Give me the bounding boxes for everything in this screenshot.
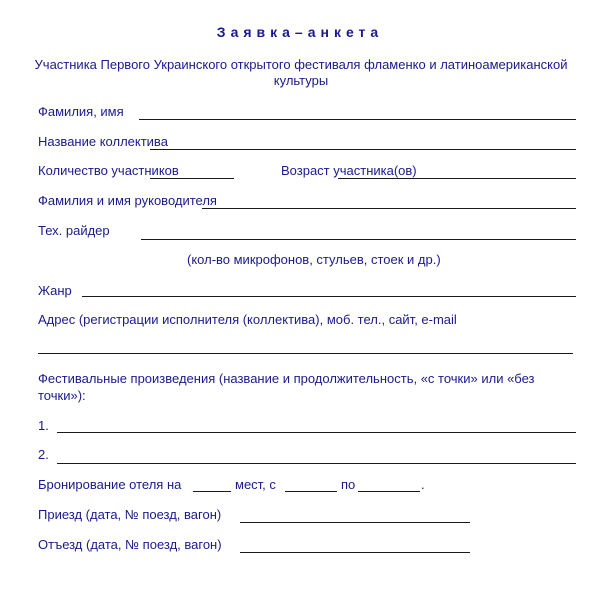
- subtitle-line-1: Участника Первого Украинского открытого фестиваля фламенко и латиноамериканской: [34, 57, 568, 72]
- work-item-2-number: 2.: [38, 447, 49, 462]
- rider-field-line[interactable]: [141, 239, 576, 240]
- works-label-line-1: Фестивальные произведения (название и продолжительность, «с точки» или «без: [38, 371, 535, 386]
- rider-label: Тех. райдер: [38, 223, 110, 238]
- hotel-to-line[interactable]: [358, 491, 420, 492]
- work-item-1-number: 1.: [38, 418, 49, 433]
- hotel-label-c: по: [341, 477, 356, 492]
- address-field-line[interactable]: [38, 353, 573, 354]
- age-field-line[interactable]: [338, 178, 576, 179]
- surname-field-line[interactable]: [139, 119, 576, 120]
- hotel-places-line[interactable]: [193, 491, 231, 492]
- rider-note: (кол-во микрофонов, стульев, стоек и др.): [187, 252, 441, 267]
- arrival-label: Приезд (дата, № поезд, вагон): [38, 507, 222, 522]
- hotel-label-d: .: [421, 477, 425, 492]
- form-title: Заявка–анкета: [216, 24, 384, 40]
- collective-label: Название коллектива: [38, 134, 168, 149]
- works-label-line-2: точки»):: [38, 388, 86, 403]
- work-item-1-line[interactable]: [57, 432, 576, 433]
- count-label: Количество участников: [38, 163, 179, 178]
- subtitle-line-2: культуры: [273, 73, 329, 88]
- leader-field-line[interactable]: [202, 208, 576, 209]
- form-subtitle: [20, 57, 582, 89]
- departure-label: Отъезд (дата, № поезд, вагон): [38, 537, 222, 552]
- arrival-field-line[interactable]: [240, 522, 470, 523]
- age-label: Возраст участника(ов): [281, 163, 417, 178]
- departure-field-line[interactable]: [240, 552, 470, 553]
- genre-field-line[interactable]: [82, 296, 576, 297]
- hotel-from-line[interactable]: [285, 491, 337, 492]
- count-field-line[interactable]: [150, 178, 234, 179]
- hotel-label-a: Бронирование отеля на: [38, 477, 182, 492]
- work-item-2-line[interactable]: [57, 463, 576, 464]
- surname-label: Фамилия, имя: [38, 104, 124, 119]
- hotel-label-b: мест, с: [235, 477, 276, 492]
- leader-label: Фамилия и имя руководителя: [38, 193, 217, 208]
- address-label: Адрес (регистрации исполнителя (коллектива), моб. тел., сайт, e-mail: [38, 312, 457, 327]
- collective-field-line[interactable]: [150, 149, 576, 150]
- genre-label: Жанр: [38, 283, 72, 298]
